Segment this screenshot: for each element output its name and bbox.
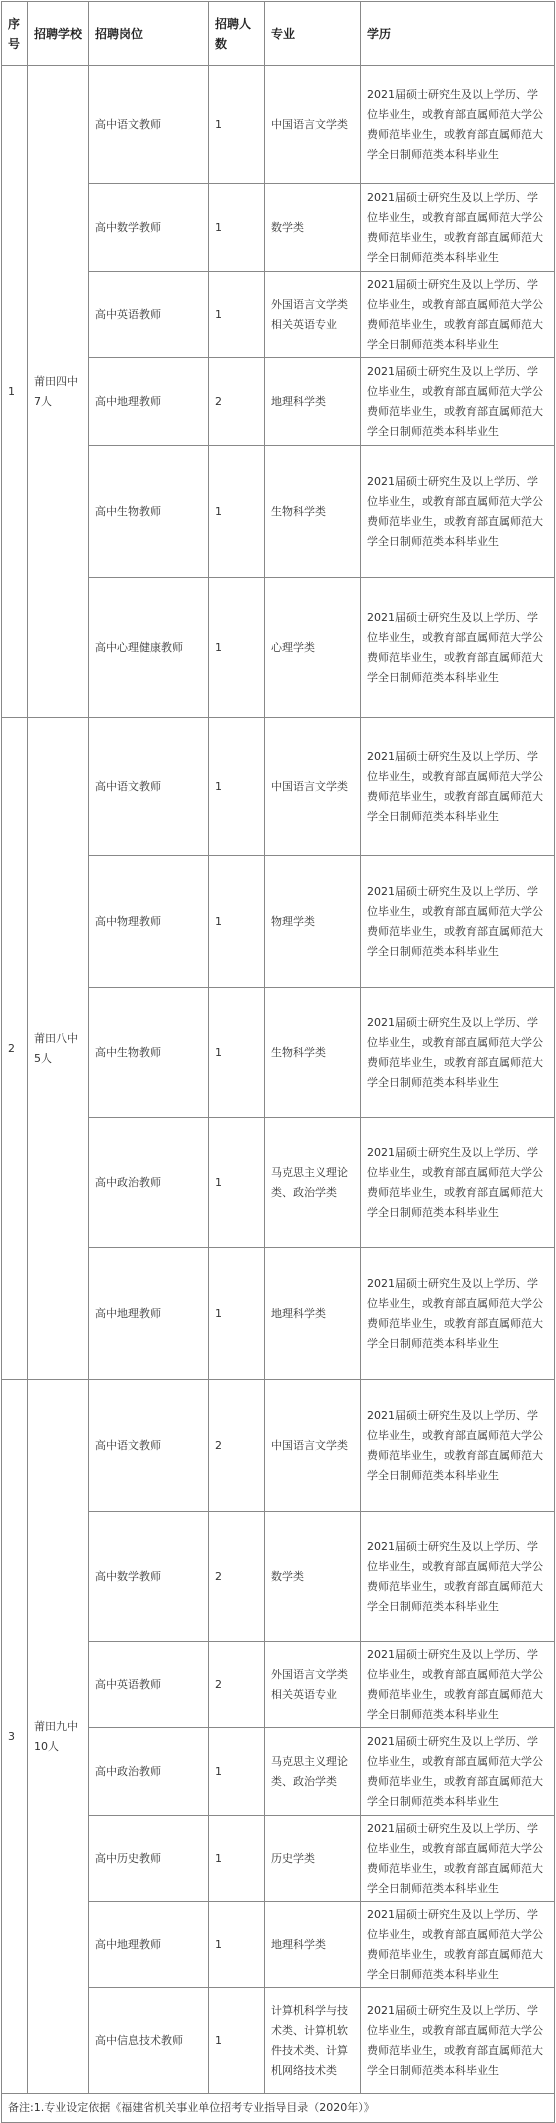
cell-education: 2021届硕士研究生及以上学历、学位毕业生，或教育部直属师范大学公费师范毕业生，或教育部直属师范大学全日制师范类本科毕业生 — [361, 1512, 555, 1642]
cell-education: 2021届硕士研究生及以上学历、学位毕业生，或教育部直属师范大学公费师范毕业生，或教育部直属师范大学全日制师范类本科毕业生 — [361, 1816, 555, 1902]
cell-position: 高中英语教师 — [89, 1642, 209, 1728]
cell-position: 高中信息技术教师 — [89, 1988, 209, 2094]
footnote: 备注:1.专业设定依据《福建省机关事业单位招考专业指导目录（2020年）》 — [2, 2094, 555, 2123]
cell-position: 高中政治教师 — [89, 1728, 209, 1816]
cell-major: 历史学类 — [265, 1816, 361, 1902]
cell-count: 1 — [209, 856, 265, 988]
cell-position: 高中生物教师 — [89, 446, 209, 578]
cell-education: 2021届硕士研究生及以上学历、学位毕业生，或教育部直属师范大学公费师范毕业生，或教育部直属师范大学全日制师范类本科毕业生 — [361, 1902, 555, 1988]
header-row — [2, 2, 555, 66]
cell-major: 外国语言文学类相关英语专业 — [265, 272, 361, 358]
cell-count: 1 — [209, 1988, 265, 2094]
cell-major: 心理学类 — [265, 578, 361, 718]
header-major: 专业 — [265, 2, 361, 66]
cell-education: 2021届硕士研究生及以上学历、学位毕业生，或教育部直属师范大学公费师范毕业生，或教育部直属师范大学全日制师范类本科毕业生 — [361, 1248, 555, 1380]
table-row — [2, 1380, 555, 1512]
table-body — [2, 66, 555, 2123]
cell-education: 2021届硕士研究生及以上学历、学位毕业生，或教育部直属师范大学公费师范毕业生，或教育部直属师范大学全日制师范类本科毕业生 — [361, 358, 555, 446]
group-number: 2 — [2, 718, 28, 1380]
cell-major: 马克思主义理论类、政治学类 — [265, 1728, 361, 1816]
cell-education: 2021届硕士研究生及以上学历、学位毕业生，或教育部直属师范大学公费师范毕业生，或教育部直属师范大学全日制师范类本科毕业生 — [361, 1988, 555, 2094]
cell-count: 1 — [209, 184, 265, 272]
group-school: 莆田八中5人 — [28, 718, 89, 1380]
cell-count: 1 — [209, 578, 265, 718]
header-position: 招聘岗位 — [89, 2, 209, 66]
cell-position: 高中地理教师 — [89, 1248, 209, 1380]
cell-major: 生物科学类 — [265, 446, 361, 578]
cell-count: 1 — [209, 1902, 265, 1988]
header-count: 招聘人数 — [209, 2, 265, 66]
cell-position: 高中心理健康教师 — [89, 578, 209, 718]
cell-major: 地理科学类 — [265, 358, 361, 446]
header-school: 招聘学校 — [28, 2, 89, 66]
cell-count: 2 — [209, 1512, 265, 1642]
cell-education: 2021届硕士研究生及以上学历、学位毕业生，或教育部直属师范大学公费师范毕业生，或教育部直属师范大学全日制师范类本科毕业生 — [361, 184, 555, 272]
header-education: 学历 — [361, 2, 555, 66]
cell-major: 外国语言文学类相关英语专业 — [265, 1642, 361, 1728]
cell-count: 2 — [209, 1380, 265, 1512]
cell-position: 高中地理教师 — [89, 1902, 209, 1988]
cell-position: 高中物理教师 — [89, 856, 209, 988]
cell-position: 高中数学教师 — [89, 184, 209, 272]
cell-major: 中国语言文学类 — [265, 718, 361, 856]
group-school: 莆田四中7人 — [28, 66, 89, 718]
cell-position: 高中生物教师 — [89, 988, 209, 1118]
cell-education: 2021届硕士研究生及以上学历、学位毕业生，或教育部直属师范大学公费师范毕业生，或教育部直属师范大学全日制师范类本科毕业生 — [361, 1380, 555, 1512]
cell-education: 2021届硕士研究生及以上学历、学位毕业生，或教育部直属师范大学公费师范毕业生，或教育部直属师范大学全日制师范类本科毕业生 — [361, 578, 555, 718]
cell-major: 计算机科学与技术类、计算机软件技术类、计算机网络技术类 — [265, 1988, 361, 2094]
cell-education: 2021届硕士研究生及以上学历、学位毕业生，或教育部直属师范大学公费师范毕业生，或教育部直属师范大学全日制师范类本科毕业生 — [361, 1728, 555, 1816]
cell-major: 数学类 — [265, 1512, 361, 1642]
cell-position: 高中英语教师 — [89, 272, 209, 358]
header-no: 序号 — [2, 2, 28, 66]
cell-position: 高中历史教师 — [89, 1816, 209, 1902]
cell-count: 2 — [209, 1642, 265, 1728]
cell-position: 高中语文教师 — [89, 66, 209, 184]
cell-major: 地理科学类 — [265, 1248, 361, 1380]
cell-count: 1 — [209, 1728, 265, 1816]
cell-position: 高中语文教师 — [89, 718, 209, 856]
cell-education: 2021届硕士研究生及以上学历、学位毕业生，或教育部直属师范大学公费师范毕业生，或教育部直属师范大学全日制师范类本科毕业生 — [361, 272, 555, 358]
cell-major: 中国语言文学类 — [265, 1380, 361, 1512]
cell-education: 2021届硕士研究生及以上学历、学位毕业生，或教育部直属师范大学公费师范毕业生，或教育部直属师范大学全日制师范类本科毕业生 — [361, 1642, 555, 1728]
cell-count: 1 — [209, 1816, 265, 1902]
group-number: 1 — [2, 66, 28, 718]
cell-count: 1 — [209, 718, 265, 856]
cell-count: 1 — [209, 66, 265, 184]
recruitment-table — [1, 1, 555, 2123]
cell-count: 1 — [209, 1248, 265, 1380]
cell-education: 2021届硕士研究生及以上学历、学位毕业生，或教育部直属师范大学公费师范毕业生，或教育部直属师范大学全日制师范类本科毕业生 — [361, 718, 555, 856]
cell-major: 生物科学类 — [265, 988, 361, 1118]
cell-count: 1 — [209, 272, 265, 358]
cell-position: 高中语文教师 — [89, 1380, 209, 1512]
cell-count: 1 — [209, 446, 265, 578]
cell-education: 2021届硕士研究生及以上学历、学位毕业生，或教育部直属师范大学公费师范毕业生，或教育部直属师范大学全日制师范类本科毕业生 — [361, 446, 555, 578]
cell-position: 高中地理教师 — [89, 358, 209, 446]
cell-major: 中国语言文学类 — [265, 66, 361, 184]
cell-education: 2021届硕士研究生及以上学历、学位毕业生，或教育部直属师范大学公费师范毕业生，或教育部直属师范大学全日制师范类本科毕业生 — [361, 988, 555, 1118]
group-school: 莆田九中10人 — [28, 1380, 89, 2094]
footnote-row — [2, 2094, 555, 2123]
table-row — [2, 66, 555, 184]
cell-major: 物理学类 — [265, 856, 361, 988]
group-number: 3 — [2, 1380, 28, 2094]
cell-major: 马克思主义理论类、政治学类 — [265, 1118, 361, 1248]
cell-count: 1 — [209, 988, 265, 1118]
cell-count: 2 — [209, 358, 265, 446]
cell-position: 高中数学教师 — [89, 1512, 209, 1642]
cell-major: 数学类 — [265, 184, 361, 272]
cell-major: 地理科学类 — [265, 1902, 361, 1988]
cell-position: 高中政治教师 — [89, 1118, 209, 1248]
cell-education: 2021届硕士研究生及以上学历、学位毕业生，或教育部直属师范大学公费师范毕业生，或教育部直属师范大学全日制师范类本科毕业生 — [361, 856, 555, 988]
cell-count: 1 — [209, 1118, 265, 1248]
cell-education: 2021届硕士研究生及以上学历、学位毕业生，或教育部直属师范大学公费师范毕业生，或教育部直属师范大学全日制师范类本科毕业生 — [361, 66, 555, 184]
table-row — [2, 718, 555, 856]
cell-education: 2021届硕士研究生及以上学历、学位毕业生，或教育部直属师范大学公费师范毕业生，或教育部直属师范大学全日制师范类本科毕业生 — [361, 1118, 555, 1248]
